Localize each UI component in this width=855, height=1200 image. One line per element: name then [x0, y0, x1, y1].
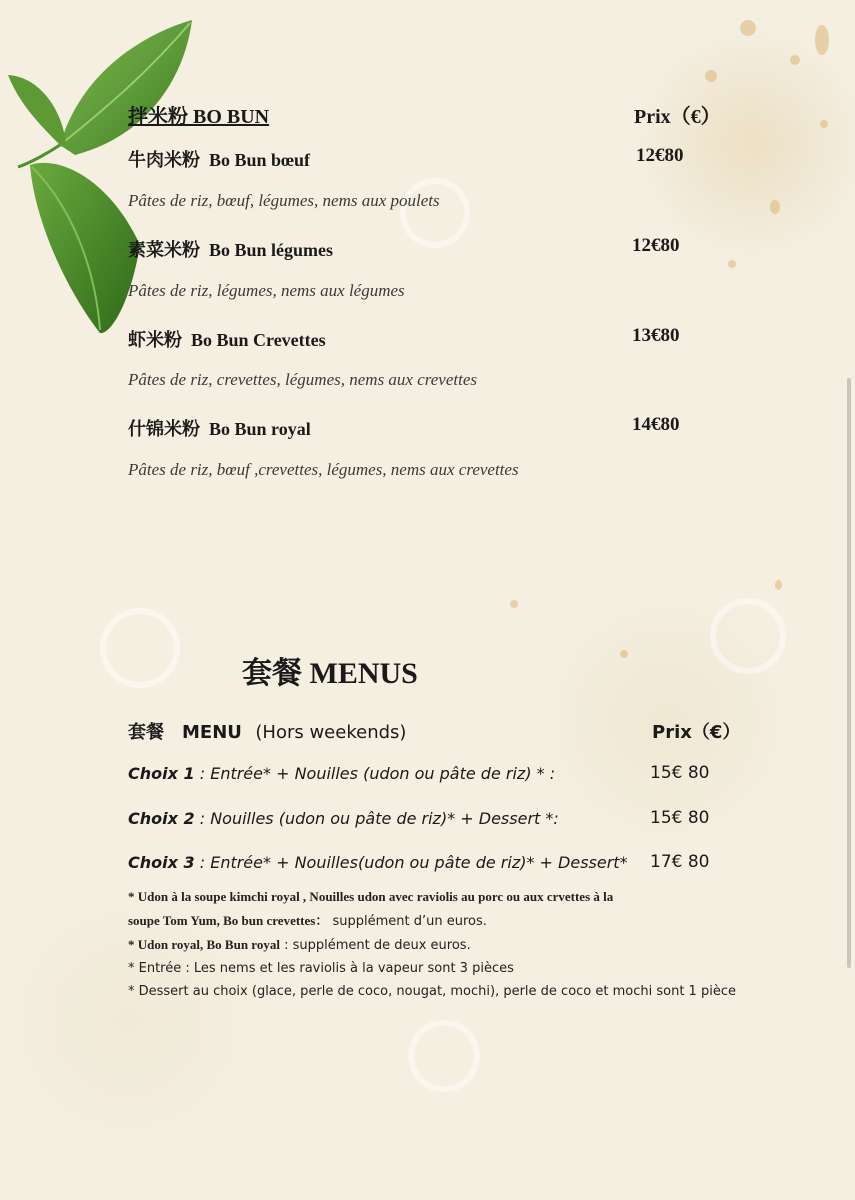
background-swirl	[408, 1020, 480, 1092]
background-swirl	[400, 178, 470, 248]
paper-stain	[728, 260, 736, 268]
note-text: supplément d’un euros.	[328, 914, 487, 929]
choice-price: 15€ 80	[650, 763, 710, 783]
background-swirl	[710, 598, 786, 674]
note-line: * Entrée : Les nems et les raviolis à la vapeur sont 3 pièces	[128, 961, 514, 976]
menu-header-zh: 套餐	[128, 722, 164, 742]
item-name: Bo Bun légumes	[209, 240, 334, 260]
item-zh: 素菜米粉	[128, 240, 200, 260]
choice-text: : Nouilles (udon ou pâte de riz)* + Dessert *:	[194, 809, 559, 828]
menu-header-note: (Hors weekends)	[255, 722, 407, 743]
note-bold: soupe Tom Yum, Bo bun crevettes：	[128, 913, 329, 928]
menu-notes	[128, 885, 736, 1003]
item-description: Pâtes de riz, bœuf, légumes, nems aux poulets	[128, 191, 440, 210]
note-text: : supplément de deux euros.	[279, 938, 471, 953]
section-title-bobun	[128, 100, 269, 129]
menu-item	[128, 146, 310, 172]
paper-stain	[820, 120, 828, 128]
choice-text: : Entrée* + Nouilles(udon ou pâte de riz)* + Dessert*	[194, 853, 628, 872]
background-swirl	[100, 608, 180, 688]
price-header: Prix（€）	[634, 106, 721, 128]
menu-item	[128, 415, 311, 441]
choice-label: Choix 3	[128, 853, 195, 872]
section-title-zh: 拌米粉	[128, 106, 188, 128]
choice-price: 17€ 80	[650, 852, 710, 872]
paper-stain	[790, 55, 800, 65]
paper-stain	[510, 600, 518, 608]
menu-header-label: MENU	[182, 722, 242, 743]
menu-header	[128, 718, 406, 744]
section-title-menus	[242, 648, 418, 692]
item-name: Bo Bun bœuf	[209, 150, 311, 170]
item-name: Bo Bun Crevettes	[191, 330, 326, 350]
section-title-fr: MENUS	[309, 657, 418, 690]
item-name: Bo Bun royal	[209, 419, 311, 439]
paper-stain	[775, 580, 782, 590]
note-line	[128, 933, 736, 957]
menu-price-header: Prix（€）	[652, 722, 741, 743]
choice-price: 15€ 80	[650, 808, 710, 828]
item-price: 13€80	[632, 325, 680, 346]
item-price: 12€80	[636, 145, 684, 166]
section-title-fr: BO BUN	[193, 106, 270, 128]
paper-stain	[815, 25, 829, 55]
note-bold: * Udon à la soupe kimchi royal , Nouilles udon avec raviolis au porc ou aux crvettes à la	[128, 889, 614, 904]
menu-item	[128, 236, 333, 262]
scrollbar[interactable]	[847, 378, 851, 968]
note-bold: * Udon royal, Bo Bun royal	[128, 937, 280, 952]
item-description: Pâtes de riz, légumes, nems aux légumes	[128, 281, 405, 300]
item-zh: 什锦米粉	[128, 419, 200, 439]
choice-label: Choix 1	[128, 764, 195, 783]
paper-stain	[740, 20, 756, 36]
menu-item	[128, 326, 326, 352]
item-price: 14€80	[632, 414, 680, 435]
choice-text: : Entrée* + Nouilles (udon ou pâte de riz) * :	[194, 764, 556, 783]
paper-stain	[705, 70, 717, 82]
paper-stain	[620, 650, 628, 658]
item-description: Pâtes de riz, bœuf ,crevettes, légumes, nems aux crevettes	[128, 460, 519, 479]
section-title-zh: 套餐	[242, 657, 302, 690]
item-zh: 牛肉米粉	[128, 150, 200, 170]
item-price: 12€80	[632, 235, 680, 256]
note-line	[128, 909, 736, 933]
menu-choice	[128, 809, 559, 828]
menu-choice	[128, 764, 555, 783]
paper-stain	[770, 200, 780, 214]
note-line: * Dessert au choix (glace, perle de coco, nougat, mochi), perle de coco et mochi sont 1 pièce	[128, 984, 736, 999]
note-line	[128, 885, 736, 909]
choice-label: Choix 2	[128, 809, 195, 828]
item-zh: 虾米粉	[128, 330, 182, 350]
item-description: Pâtes de riz, crevettes, légumes, nems aux crevettes	[128, 370, 478, 389]
menu-choice	[128, 853, 628, 872]
